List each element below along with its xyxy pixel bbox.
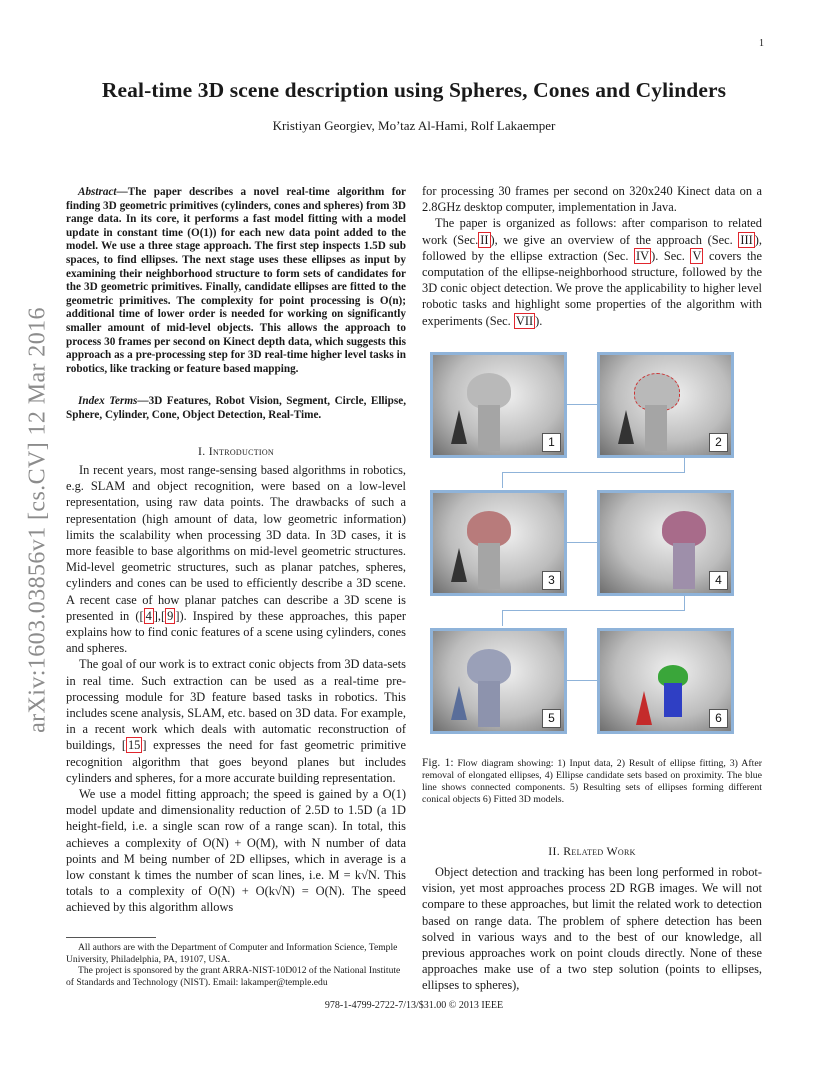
mushroom-stem bbox=[478, 543, 500, 589]
flow-arrow bbox=[684, 458, 685, 472]
flow-arrow bbox=[502, 610, 503, 626]
intro-text: In recent years, most range-sensing based algorithms in robotics, e.g. SLAM and object recognition, were based on a low-level representation, using raw data points. The drawbacks of such a representation (high amount of data, low geometric information) limits the scalability when processing 3D data. In 3D cases, it is more feasible to base algorithms on mid-level geometric structures. Mid-level geometric structures, such as planar patches, spheres, cylinders and cones can be used to efficiently describe a 3D scene. A recent case of how planar patches can describe a 3D scene is presented in ([ bbox=[66, 463, 406, 623]
figure-caption bbox=[422, 757, 762, 806]
footnotes bbox=[66, 942, 406, 988]
paper-title: Real-time 3D scene description using Spheres, Cones and Cylinders bbox=[101, 78, 727, 102]
footnote-affiliation: All authors are with the Department of Computer and Information Science, Temple University, Philadelphia, PA, 19107, USA. bbox=[66, 942, 398, 965]
intro-text: ] expresses the need for fast geometric primitive recognition algorithm that goes beyond planes but includes cylinders and spheres, for a more accurate building representation. bbox=[66, 738, 406, 785]
related-paragraph: Object detection and tracking has been long performed in robot-vision, yet most approaches process 2D RGB images. We will not compare to these approaches, but limit the related work to detection based on range data. The problem of sphere detection has been solved in various ways and to the best of our knowledge, all previous approaches work on point clouds directly. None of these approaches make use of a two step solution (points to ellipses, ellipses to spheres), bbox=[422, 865, 762, 993]
figure-panel bbox=[430, 628, 567, 734]
section-link[interactable]: III bbox=[740, 232, 753, 247]
right-column-text bbox=[422, 183, 762, 333]
flow-arrow bbox=[502, 472, 685, 473]
intro-paragraph bbox=[66, 462, 406, 656]
figure-panel bbox=[597, 352, 734, 458]
mushroom-object bbox=[467, 373, 511, 409]
footnote-funding: The project is sponsored by the grant ARRA-NIST-10D012 of the National Institute of Standards and Technology (NIST). Email: lakamper@temple.edu bbox=[66, 965, 401, 988]
org-text: The paper is organized as follows: after comparison to related work (Sec. bbox=[422, 216, 762, 247]
cone-object bbox=[618, 410, 634, 444]
panel-label: 6 bbox=[709, 709, 728, 728]
flow-arrow bbox=[567, 680, 597, 681]
abstract-lead: Abstract bbox=[78, 186, 117, 198]
caption-text: Flow diagram showing: 1) Input data, 2) Result of ellipse fitting, 3) After removal of elongated ellipses, 4) Ellipse candidate sets based on proximity. The blue line shows connected components. 5) Resulting sets of ellipses forming different conical objects 6) Fitted 3D models. bbox=[422, 758, 762, 805]
cone-object bbox=[451, 686, 467, 720]
related-work-body bbox=[422, 864, 762, 994]
caption-tag: Fig. 1: bbox=[422, 757, 454, 769]
org-text: covers the computation of the ellipse-neighborhood structure, followed by the 3D conic object detection. We prove the applicability to higher level robotic tasks and highlight some properties of the algorithm with experiments (Sec. bbox=[422, 248, 762, 328]
citation-link[interactable]: 4 bbox=[145, 608, 152, 623]
figure-panel bbox=[597, 490, 734, 596]
abstract-dash: — bbox=[116, 186, 128, 198]
org-text: ), followed by the ellipse extraction (Sec. bbox=[422, 232, 762, 263]
citation-link[interactable]: 9 bbox=[167, 608, 174, 623]
abstract-text: The paper describes a novel real-time algorithm for finding 3D geometric primitives (cylinders, cones and spheres) from 3D range data. In its core, it performs a fast model fitting with a model update in constant time (O(1)) for each new data point added to the model. We use a three stage approach. The first step inspects 1.5D sub spaces, to find ellipses. The next stage uses these ellipses as input by examining their neighborhood structure to form sets of candidates for the 3D geometric primitives. Finally, candidate ellipses are fitted to the geometric primitives. The complexity for point processing is O(n); additional time of lower order is needed for working on significantly smaller amount of mid-level objects. This allows the approach to process 30 frames per second on Kinect depth data, which suggests this approach as a pre-processing step for 3D real-time higher level tasks in robotics, like tracking or feature based mapping. bbox=[66, 186, 406, 375]
mushroom-stem bbox=[645, 405, 667, 451]
mushroom-stem bbox=[478, 681, 500, 727]
section-heading-introduction: I. Introduction bbox=[197, 444, 275, 458]
section-heading-related-work: II. Related Work bbox=[548, 844, 636, 858]
cone-object bbox=[451, 548, 467, 582]
figure-panel bbox=[430, 490, 567, 596]
organization-paragraph bbox=[422, 215, 762, 328]
arxiv-stamp-text: arXiv:1603.03856v1 [cs.CV] 12 Mar 2016 bbox=[24, 307, 51, 733]
cone-model bbox=[636, 691, 652, 725]
section-link[interactable]: IV bbox=[636, 248, 650, 263]
org-text: ). bbox=[535, 313, 543, 328]
index-terms bbox=[66, 395, 406, 422]
org-text: ). Sec. bbox=[651, 248, 691, 263]
introduction-body bbox=[66, 462, 406, 940]
flow-arrow bbox=[567, 542, 597, 543]
flow-arrow bbox=[684, 596, 685, 610]
panel-label: 3 bbox=[542, 571, 561, 590]
index-terms-dash: — bbox=[137, 395, 149, 407]
section-link[interactable]: II bbox=[480, 232, 489, 247]
intro-text: ]). Inspired by these approaches, this paper explains how to find conic features of a scene using cylinders, cones and spheres. bbox=[66, 608, 406, 656]
intro-paragraph: We use a model fitting approach; the speed is gained by a O(1) model update and dimensionality reduction of 2.5D to 1.5D (a 1D height-field, i.e. a single scan row of a range scan). In total, this achieves a complexity of O(N) + O(M), with N number of data points and M being number of 2D ellipses, which in average is a low constant k times the number of scan lines, i.e. M = k√N. This totals to a complexity of O(N) + O(k√N) = O(N). The speed achieved by this algorithm allows bbox=[66, 787, 406, 915]
figure-panel bbox=[597, 628, 734, 734]
mushroom-object bbox=[662, 511, 706, 547]
flow-arrow bbox=[502, 472, 503, 488]
index-terms-text: 3D Features, Robot Vision, Segment, Circle, Ellipse, Sphere, Cylinder, Cone, Object Detection, Real-Time. bbox=[66, 395, 406, 421]
mushroom-object bbox=[467, 649, 511, 685]
section-link[interactable]: VII bbox=[515, 313, 534, 328]
intro-text: ],[ bbox=[153, 608, 166, 623]
figure-panel bbox=[430, 352, 567, 458]
panel-label: 1 bbox=[542, 433, 561, 452]
panel-label: 5 bbox=[542, 709, 561, 728]
cylinder-model bbox=[664, 683, 682, 717]
panel-label: 2 bbox=[709, 433, 728, 452]
author-list: Kristiyan Georgiev, Mo’taz Al-Hami, Rolf Lakaemper bbox=[272, 118, 556, 133]
citation-link[interactable]: 15 bbox=[127, 738, 141, 753]
panel-label: 4 bbox=[709, 571, 728, 590]
footnote-rule bbox=[66, 937, 156, 938]
flow-arrow bbox=[567, 404, 597, 405]
figure-flow-diagram bbox=[422, 348, 762, 738]
org-text: ), we give an overview of the approach (Sec. bbox=[490, 232, 739, 247]
section-link[interactable]: V bbox=[692, 248, 702, 263]
intro-paragraph bbox=[66, 656, 406, 786]
mushroom-stem bbox=[478, 405, 500, 451]
abstract bbox=[66, 186, 406, 376]
cone-object bbox=[451, 410, 467, 444]
flow-arrow bbox=[502, 610, 685, 611]
continuation-paragraph: for processing 30 frames per second on 320x240 Kinect data on a 2.8GHz desktop computer, implementation in Java. bbox=[422, 184, 762, 215]
intro-text: The goal of our work is to extract conic objects from 3D data-sets in real time. Such extraction can be used as a real-time pre-processing module for 3D feature based tasks in robotics. This includes scene analysis, SLAM, etc. based on 3D data. For example, in a recent work which deals with automatic reconstruction of buildings, [ bbox=[66, 657, 406, 753]
copyright-line: 978-1-4799-2722-7/13/$31.00 © 2013 IEEE bbox=[324, 1000, 504, 1011]
page-number: 1 bbox=[759, 38, 764, 49]
mushroom-object bbox=[467, 511, 511, 547]
index-terms-lead: Index Terms bbox=[78, 395, 138, 407]
mushroom-stem bbox=[673, 543, 695, 589]
